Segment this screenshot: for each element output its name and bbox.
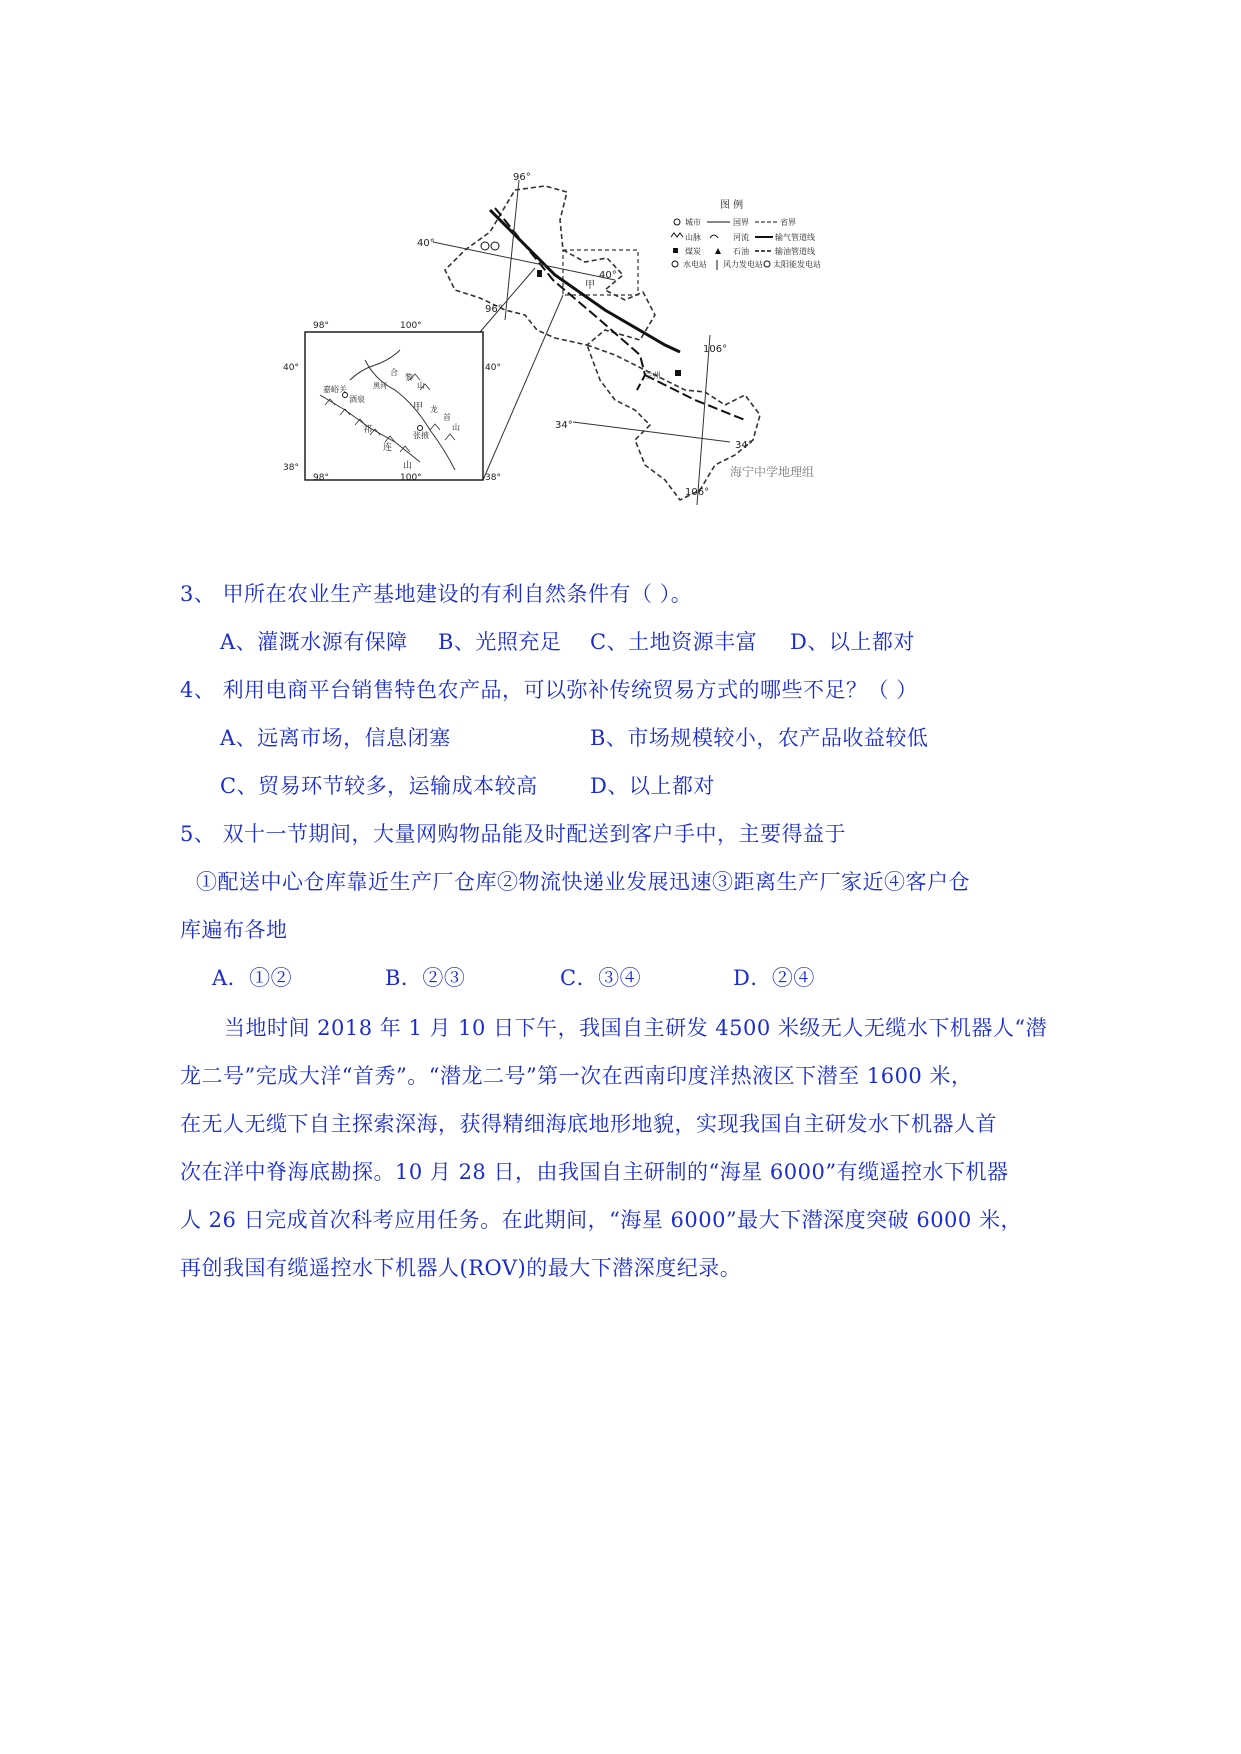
coord-label: 106° <box>703 344 728 355</box>
passage-line: 人 26 日完成首次科考应用任务。在此期间，“海星 6000”最大下潜深度突破 6000 米， <box>180 1208 1022 1232</box>
map-svg <box>283 172 935 560</box>
place-label: 嘉峪关 <box>323 385 347 394</box>
coord-label: 96° <box>513 172 531 183</box>
question-number: 5、 <box>180 822 216 846</box>
question-4 <box>180 676 918 704</box>
mountain-label: 黎 <box>405 373 413 382</box>
mountain-label: 连 <box>383 443 393 453</box>
region-label: 甲 <box>413 402 423 413</box>
coord-label: 34° <box>735 440 753 451</box>
q4-option-c: C、贸易环节较多，运输成本较高 <box>220 774 538 798</box>
coord-label: 98° <box>313 321 329 331</box>
city-label: 兰州 <box>645 371 661 380</box>
legend-label: 山脉 <box>685 233 701 242</box>
q5-statement-line: ①配送中心仓库靠近生产厂仓库②物流快递业发展迅速③距离生产厂家近④客户仓 <box>196 870 970 894</box>
question-number: 4、 <box>180 678 216 702</box>
legend-label: 省界 <box>780 218 796 227</box>
coord-label: 40° <box>485 363 501 373</box>
question-text: 双十一节期间，大量网购物品能及时配送到客户手中，主要得益于 <box>222 822 847 846</box>
mountain-label: 山 <box>417 381 425 390</box>
coord-label: 98° <box>313 473 329 483</box>
watermark: 海宁中学地理组 <box>730 465 815 479</box>
q5-option-d: D．②④ <box>733 966 815 990</box>
mountain-label: 山 <box>452 423 460 432</box>
mountain-label: 首 <box>443 413 451 422</box>
coal-icon <box>675 370 681 376</box>
question-text: 甲所在农业生产基地建设的有利自然条件有（ ）。 <box>222 582 693 606</box>
legend-label: 国界 <box>733 218 749 227</box>
coord-label: 40° <box>283 363 299 373</box>
passage-line: 在无人无缆下自主探索深海，获得精细海底地形地貌，实现我国自主研发水下机器人首 <box>180 1112 997 1136</box>
q4-option-b: B、市场规模较小，农产品收益较低 <box>590 726 929 750</box>
inset-map <box>283 321 501 483</box>
q3-option-d: D、以上都对 <box>790 630 915 654</box>
q5-option-c: C．③④ <box>560 966 642 990</box>
place-label: 酒泉 <box>349 395 365 404</box>
question-3 <box>180 580 692 608</box>
q4-option-d: D、以上都对 <box>590 774 715 798</box>
legend-label: 河流 <box>733 233 749 242</box>
parallel-34 <box>573 422 730 442</box>
map-legend <box>671 198 821 270</box>
oil-pipeline-east <box>645 375 745 420</box>
legend-label: 风力发电站 <box>723 260 763 269</box>
q5-option-a: A．①② <box>212 966 293 990</box>
question-text: 利用电商平台销售特色农产品，可以弥补传统贸易方式的哪些不足？（ ） <box>222 678 918 702</box>
coord-label: 106° <box>685 487 710 498</box>
passage-line: 再创我国有缆遥控水下机器人(ROV)的最大下潜深度纪录。 <box>180 1256 742 1280</box>
place-label: 张掖 <box>413 431 429 440</box>
legend-label: 水电站 <box>683 260 707 269</box>
meridian-106 <box>697 335 710 505</box>
coord-label: 96° <box>485 304 503 315</box>
coord-label: 100° <box>400 321 422 331</box>
solar-icon <box>491 242 499 250</box>
coord-label: 38° <box>283 463 299 473</box>
passage-line: 次在洋中脊海底勘探。10 月 28 日，由我国自主研制的“海星 6000”有缆遥控水下机器 <box>180 1160 1009 1184</box>
river-label: 黑河 <box>373 382 387 390</box>
legend-label: 城市 <box>685 218 701 227</box>
city-marker <box>481 242 489 250</box>
passage-line: 当地时间 2018 年 1 月 10 日下午，我国自主研发 4500 米级无人无缆水下机器人“潜 <box>224 1016 1048 1040</box>
q5-option-b: B．②③ <box>385 966 466 990</box>
q3-option-b: B、光照充足 <box>438 630 562 654</box>
coord-label: 40° <box>599 270 617 281</box>
coord-label: 100° <box>400 473 422 483</box>
legend-label: 煤炭 <box>685 247 701 256</box>
coord-label: 34° <box>555 420 573 431</box>
passage-line: 龙二号”完成大洋“首秀”。“潜龙二号”第一次在西南印度洋热液区下潜至 1600 米， <box>180 1064 973 1088</box>
legend-label: 太阳能发电站 <box>773 260 821 269</box>
region-label: 甲 <box>585 280 595 291</box>
meridian-96 <box>505 180 519 320</box>
legend-title: 图 例 <box>720 200 744 211</box>
q3-option-a: A、灌溉水源有保障 <box>220 630 408 654</box>
legend-label: 输气管道线 <box>775 233 815 242</box>
question-number: 3、 <box>180 582 216 606</box>
q3-option-c: C、土地资源丰富 <box>590 630 758 654</box>
q5-statement-line: 库遍布各地 <box>180 918 288 942</box>
legend-label: 石油 <box>733 247 749 256</box>
question-5 <box>180 820 846 848</box>
coord-label: 38° <box>485 473 501 483</box>
oil-icon <box>537 270 542 277</box>
map-figure <box>283 172 935 560</box>
mountain-label: 祁 <box>363 425 373 435</box>
legend-label: 输油管道线 <box>775 247 815 256</box>
mountain-label: 山 <box>403 461 413 471</box>
mountain-label: 龙 <box>430 405 438 414</box>
coord-label: 40° <box>417 238 435 249</box>
mountain-label: 合 <box>390 368 398 377</box>
q4-option-a: A、远离市场，信息闭塞 <box>220 726 451 750</box>
